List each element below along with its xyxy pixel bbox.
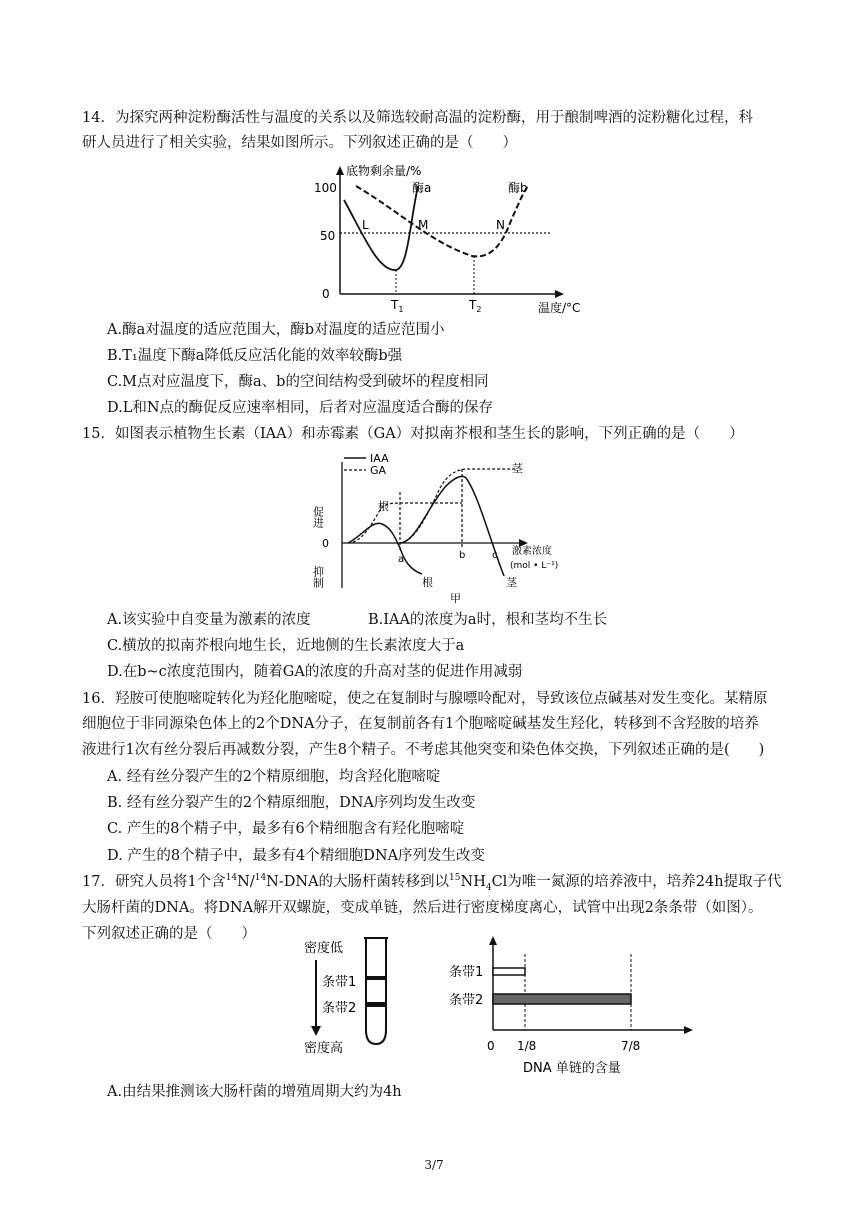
q15-legend-iaa: IAA — [370, 452, 389, 465]
q17-xtick-0: 0 — [487, 1039, 495, 1053]
q17-stem-line2: 大肠杆菌的DNA。将DNA解开双螺旋，变成单链，然后进行密度梯度离心，试管中出现2条条带（如图）。 — [82, 900, 763, 916]
q16-option-c: C. 产生的8个精子中，最多有6个精细胞含有羟化胞嘧啶 — [107, 821, 465, 837]
q16-stem-line2: 细胞位于非同源染色体上的2个DNA分子，在复制前各有1个胞嘧啶碱基发生羟化，转移到不含羟胺的培养 — [82, 716, 759, 732]
q14-stem-line1: 14．为探究两种淀粉酶活性与温度的关系以及筛选较耐高温的淀粉酶，用于酿制啤酒的淀粉糖化过程，科 — [82, 110, 753, 126]
q17-stem-line1: 17．研究人员将1个含$^{14}$N/$^{14}$N-DNA的大肠杆菌转移到以$^{15}NH_4Cl$为唯一氮源的培养液中，培养24h提取子代 — [82, 873, 782, 893]
q15-xunit: (mol • L⁻¹) — [510, 561, 559, 571]
q15-caption: 甲 — [450, 592, 461, 605]
q14-point-L: L — [362, 218, 369, 232]
q17-tube-band2-label: 条带2 — [322, 1001, 357, 1016]
q16-option-a: A. 经有丝分裂产生的2个精原细胞，均含羟化胞嘧啶 — [107, 769, 441, 785]
q14-option-c: C.M点对应温度下，酶a、b的空间结构受到破坏的程度相同 — [107, 374, 489, 390]
q15-ylabel-promote: 促进 — [311, 506, 325, 528]
q14-tick-T2: $T_2$ — [469, 298, 482, 314]
q17-bar-band2 — [493, 994, 631, 1004]
q14-point-N: N — [496, 218, 505, 232]
q14-ylabel: 底物剩余量/% — [346, 164, 422, 178]
page-number: 3/7 — [424, 1158, 444, 1172]
q14-option-d: D.L和N点的酶促反应速率相同，后者对应温度适合酶的保存 — [107, 400, 494, 416]
q15-option-d: D.在b~c浓度范围内，随着GA的浓度的升高对茎的促进作用减弱 — [107, 664, 523, 680]
q17-xlabel: DNA 单链的含量 — [523, 1061, 621, 1076]
q16-stem-line1: 16．羟胺可使胞嘧啶转化为羟化胞嘧啶，使之在复制时与腺嘌呤配对，导致该位点碱基对发生变化。某精原 — [82, 691, 768, 707]
q15-origin: 0 — [322, 537, 329, 550]
q15-option-b: B.IAA的浓度为a时，根和茎均不生长 — [368, 612, 608, 628]
q14-label-enzyme-a: 酶a — [412, 181, 432, 195]
q16-option-d: D. 产生的8个精子中，最多有4个精细胞DNA序列发生改变 — [107, 848, 486, 864]
q15-curve-ga-stem — [400, 469, 516, 543]
q14-point-M: M — [418, 218, 429, 232]
q17-chart-band1-label: 条带1 — [449, 965, 484, 980]
q15-curve-iaa-stem — [400, 476, 504, 576]
q14-ytick-50: 50 — [320, 229, 336, 243]
q15-option-c: C.横放的拟南芥根向地生长，近地侧的生长素浓度大于a — [107, 638, 465, 654]
q14-ytick-0: 0 — [322, 287, 330, 301]
q15-tick-c: c — [492, 550, 498, 561]
q15-label-root-top: 根 — [378, 500, 389, 513]
q15-tick-a: a — [398, 554, 405, 565]
q17-density-high: 密度高 — [304, 1041, 344, 1056]
q17-bar-band1 — [493, 968, 525, 975]
q15-stem: 15．如图表示植物生长素（IAA）和赤霉素（GA）对拟南芥根和茎生长的影响，下列正确的是（ ） — [82, 426, 744, 442]
q14-option-a: A.酶a对温度的适应范围大，酶b对温度的适应范围小 — [107, 322, 445, 338]
q17-xtick-1-8: 1/8 — [517, 1039, 537, 1053]
q15-legend-ga: GA — [370, 464, 387, 477]
q16-stem-line3: 液进行1次有丝分裂后再减数分裂，产生8个精子。不考虑其他突变和染色体交换，下列叙述正确的是( ) — [82, 742, 765, 758]
q14-curve-enzyme-a — [344, 186, 418, 270]
q17-centrifuge-tube-figure — [300, 930, 410, 1060]
q15-label-root-bottom: 根 — [422, 576, 433, 589]
q15-curve-ga-root — [348, 503, 462, 543]
q17-stem-line3: 下列叙述正确的是（ ） — [82, 926, 256, 942]
q14-label-enzyme-b: 酶b — [508, 181, 528, 195]
q17-chart-band2-label: 条带2 — [449, 993, 484, 1008]
q15-ylabel-inhibit: 抑制 — [311, 566, 325, 588]
q14-ytick-100: 100 — [314, 181, 337, 195]
q17-tube-band2 — [367, 1002, 385, 1007]
q14-tick-T1: $T_1$ — [391, 298, 404, 314]
q15-xlabel: 激素浓度 — [512, 546, 552, 557]
q17-band-content-chart — [445, 932, 705, 1082]
q17-tube-band1-label: 条带1 — [322, 975, 357, 990]
q17-density-low: 密度低 — [304, 941, 344, 956]
q14-stem-line2: 研人员进行了相关实验，结果如图所示。下列叙述正确的是（ ） — [82, 135, 517, 151]
q15-option-a: A.该实验中自变量为激素的浓度 — [107, 612, 311, 628]
q16-option-b: B. 经有丝分裂产生的2个精原细胞，DNA序列均发生改变 — [107, 795, 476, 811]
q17-xtick-7-8: 7/8 — [621, 1039, 641, 1053]
q17-tube-band1 — [367, 976, 385, 980]
q15-curve-iaa-root — [348, 523, 422, 574]
q14-option-b: B.T₁温度下酶a降低反应活化能的效率较酶b强 — [107, 348, 403, 364]
q15-label-stem-bottom: 茎 — [506, 576, 517, 589]
q15-tick-b: b — [459, 550, 466, 561]
q15-label-stem-top: 茎 — [512, 462, 523, 475]
centrifuge-tube-icon — [366, 938, 386, 1044]
q14-xlabel: 温度/°C — [538, 301, 581, 315]
q14-enzyme-temperature-graph — [300, 162, 600, 320]
q17-option-a: A.由结果推测该大肠杆菌的增殖周期大约为4h — [107, 1084, 402, 1100]
q15-hormone-growth-graph — [300, 448, 580, 608]
